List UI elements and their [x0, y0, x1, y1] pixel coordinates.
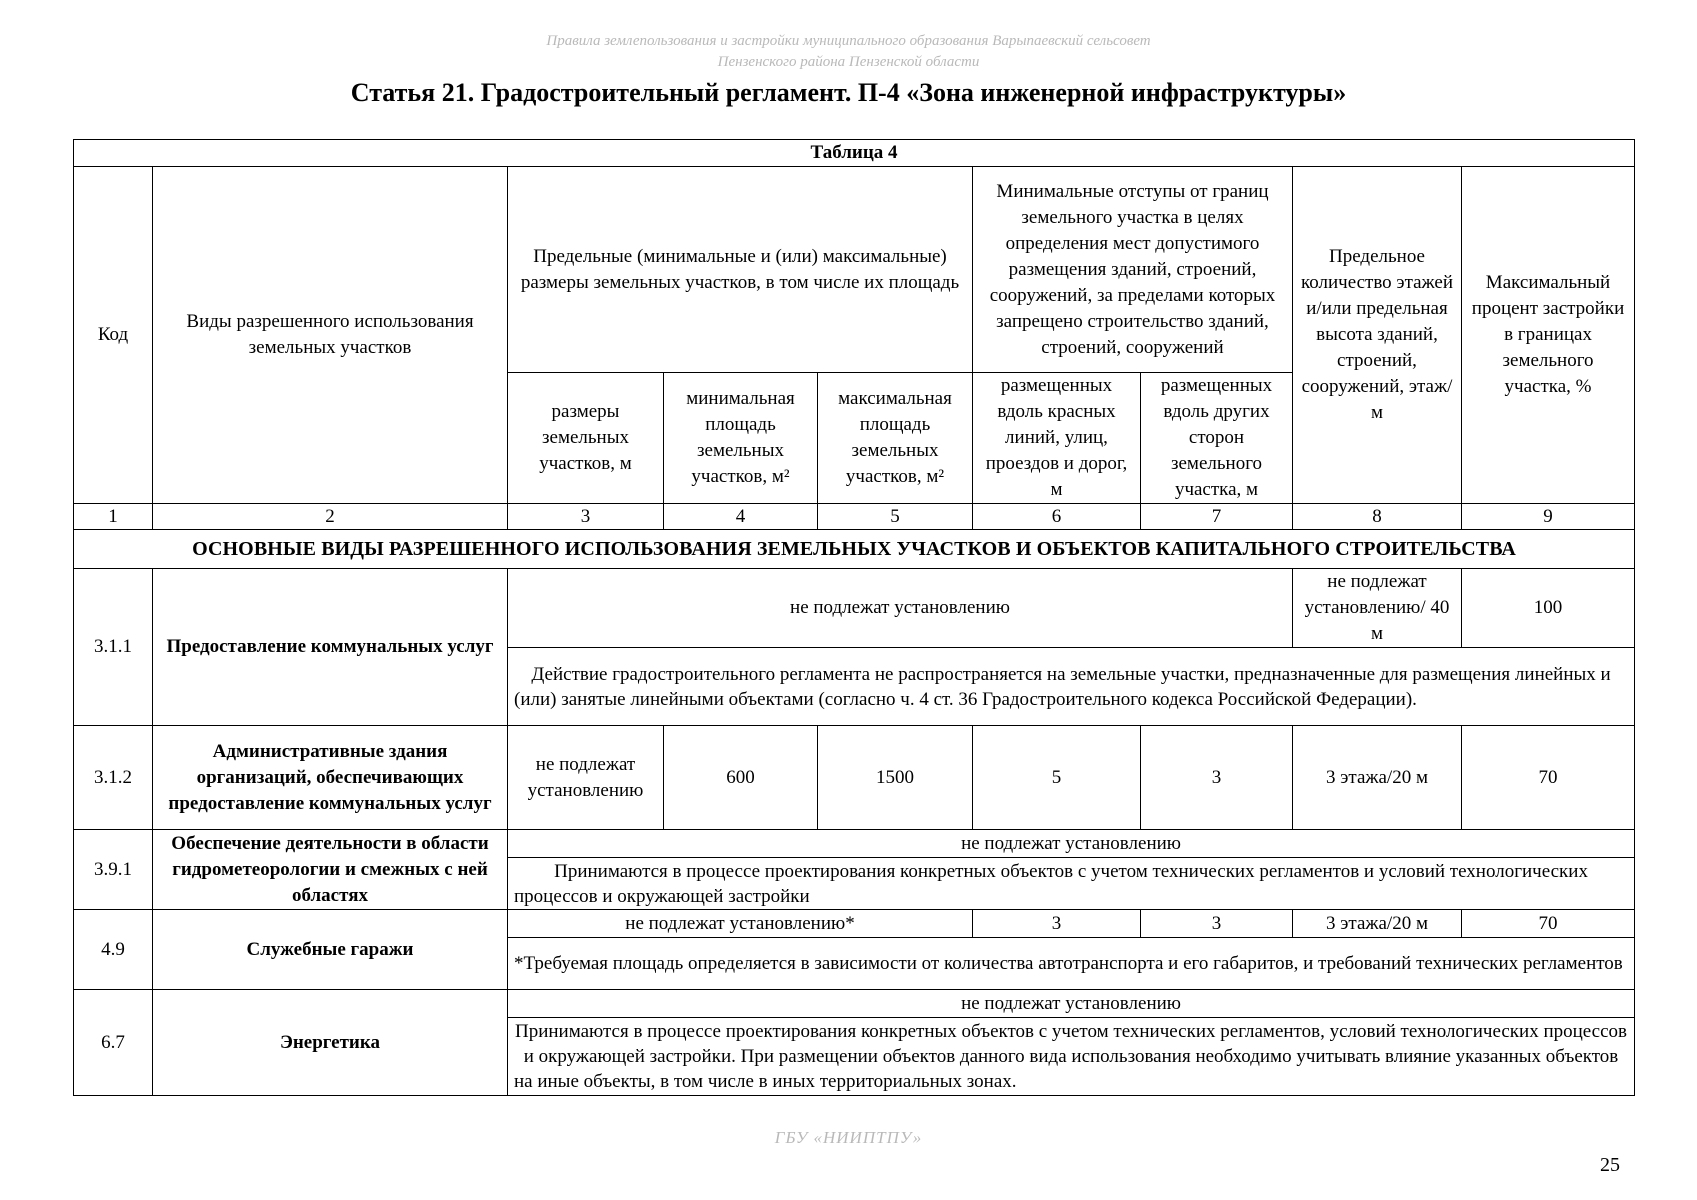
col-number: 3 — [508, 504, 664, 530]
column-numbers-row — [74, 504, 1635, 530]
regulation-table — [73, 139, 1635, 1096]
row-sizes: не подлежат установлению — [508, 726, 664, 830]
col-number: 7 — [1141, 504, 1293, 530]
row-coverage: 70 — [1462, 910, 1635, 938]
row-max-area: 1500 — [818, 726, 973, 830]
header-note-line2: Пензенского района Пензенской области — [717, 54, 980, 70]
header-floors: Предельное количество этажей и/или предельная высота зданий, строений, сооружений, этаж/м — [1293, 167, 1462, 504]
row-code: 3.1.2 — [74, 726, 153, 830]
footer-organization: ГБУ «НИИПТПУ» — [774, 1128, 923, 1147]
row-name: Обеспечение деятельности в области гидрометеорологии и смежных с ней областях — [153, 830, 508, 910]
row-code: 6.7 — [74, 990, 153, 1096]
page-number: 25 — [1600, 1154, 1620, 1176]
header-min-area: минимальная площадь земельных участков, м² — [664, 373, 818, 504]
row-setback-red: 3 — [973, 910, 1141, 938]
row-code: 3.9.1 — [74, 830, 153, 910]
header-setbacks-group: Минимальные отступы от границ земельного участка в целях определения мест допустимого размещения зданий, строений, сооружений, за пределами которых запрещено строительство зданий, строений, сооружений — [973, 167, 1293, 373]
header-types: Виды разрешенного использования земельных участков — [153, 167, 508, 504]
row-coverage: 100 — [1462, 569, 1635, 648]
row-name: Предоставление коммунальных услуг — [153, 569, 508, 726]
col-number: 5 — [818, 504, 973, 530]
header-setback-other: размещенных вдоль других сторон земельного участка, м — [1141, 373, 1293, 504]
table-row — [74, 726, 1635, 830]
header-setback-red: размещенных вдоль красных линий, улиц, проездов и дорог, м — [973, 373, 1141, 504]
row-code: 4.9 — [74, 910, 153, 990]
row-code: 3.1.1 — [74, 569, 153, 726]
col-number: 1 — [74, 504, 153, 530]
row-setback-other: 3 — [1141, 910, 1293, 938]
table-row — [74, 569, 1635, 648]
row-sizes-all: не подлежат установлению* — [508, 910, 973, 938]
row-params: не подлежат установлению — [508, 569, 1293, 648]
table-row — [74, 990, 1635, 1018]
row-floors: 3 этажа/20 м — [1293, 726, 1462, 830]
table-row — [74, 830, 1635, 858]
row-params: не подлежат установлению — [508, 990, 1635, 1018]
row-note: Принимаются в процессе проектирования конкретных объектов с учетом технических регламентов, условий технологических процессов и окружающей застройки. При размещении объектов данного вида использования необходимо учитывать влияние указанных объектов на иные объекты, в том числе в иных территориальных зонах. — [508, 1018, 1635, 1096]
row-min-area: 600 — [664, 726, 818, 830]
header-sizes: размеры земельных участков, м — [508, 373, 664, 504]
header-max-area: максимальная площадь земельных участков, м² — [818, 373, 973, 504]
row-floors: 3 этажа/20 м — [1293, 910, 1462, 938]
row-note: Принимаются в процессе проектирования конкретных объектов с учетом технических регламентов и условий технологических процессов и окружающей застройки — [508, 858, 1635, 910]
header-note — [0, 31, 1697, 73]
row-setback-red: 5 — [973, 726, 1141, 830]
col-number: 4 — [664, 504, 818, 530]
row-note: *Требуемая площадь определяется в зависимости от количества автотранспорта и его габаритов, и требований технических регламентов — [508, 938, 1635, 990]
row-note: Действие градостроительного регламента не распространяется на земельные участки, предназначенные для размещения линейных и (или) занятые линейными объектами (согласно ч. 4 ст. 36 Градостроительного кодекса Российской Федерации). — [508, 648, 1635, 726]
row-setback-other: 3 — [1141, 726, 1293, 830]
page-title: Статья 21. Градостроительный регламент. П-4 «Зона инженерной инфраструктуры» — [350, 78, 1347, 107]
header-note-line1: Правила землепользования и застройки муниципального образования Варыпаевский сельсовет — [546, 33, 1151, 49]
row-name: Административные здания организаций, обеспечивающих предоставление коммунальных услуг — [153, 726, 508, 830]
header-code: Код — [74, 167, 153, 504]
header-sizes-group: Предельные (минимальные и (или) максимальные) размеры земельных участков, в том числе их площадь — [508, 167, 973, 373]
row-coverage: 70 — [1462, 726, 1635, 830]
row-floors: не подлежат установлению/ 40 м — [1293, 569, 1462, 648]
col-number: 8 — [1293, 504, 1462, 530]
table-row — [74, 910, 1635, 938]
col-number: 9 — [1462, 504, 1635, 530]
row-name: Энергетика — [153, 990, 508, 1096]
header-coverage: Максимальный процент застройки в границах земельного участка, % — [1462, 167, 1635, 504]
table-label: Таблица 4 — [74, 140, 1635, 167]
section-title: ОСНОВНЫЕ ВИДЫ РАЗРЕШЕННОГО ИСПОЛЬЗОВАНИЯ ЗЕМЕЛЬНЫХ УЧАСТКОВ И ОБЪЕКТОВ КАПИТАЛЬНОГО СТРОИТЕЛЬСТВА — [74, 530, 1635, 569]
col-number: 6 — [973, 504, 1141, 530]
row-params: не подлежат установлению — [508, 830, 1635, 858]
row-name: Служебные гаражи — [153, 910, 508, 990]
col-number: 2 — [153, 504, 508, 530]
